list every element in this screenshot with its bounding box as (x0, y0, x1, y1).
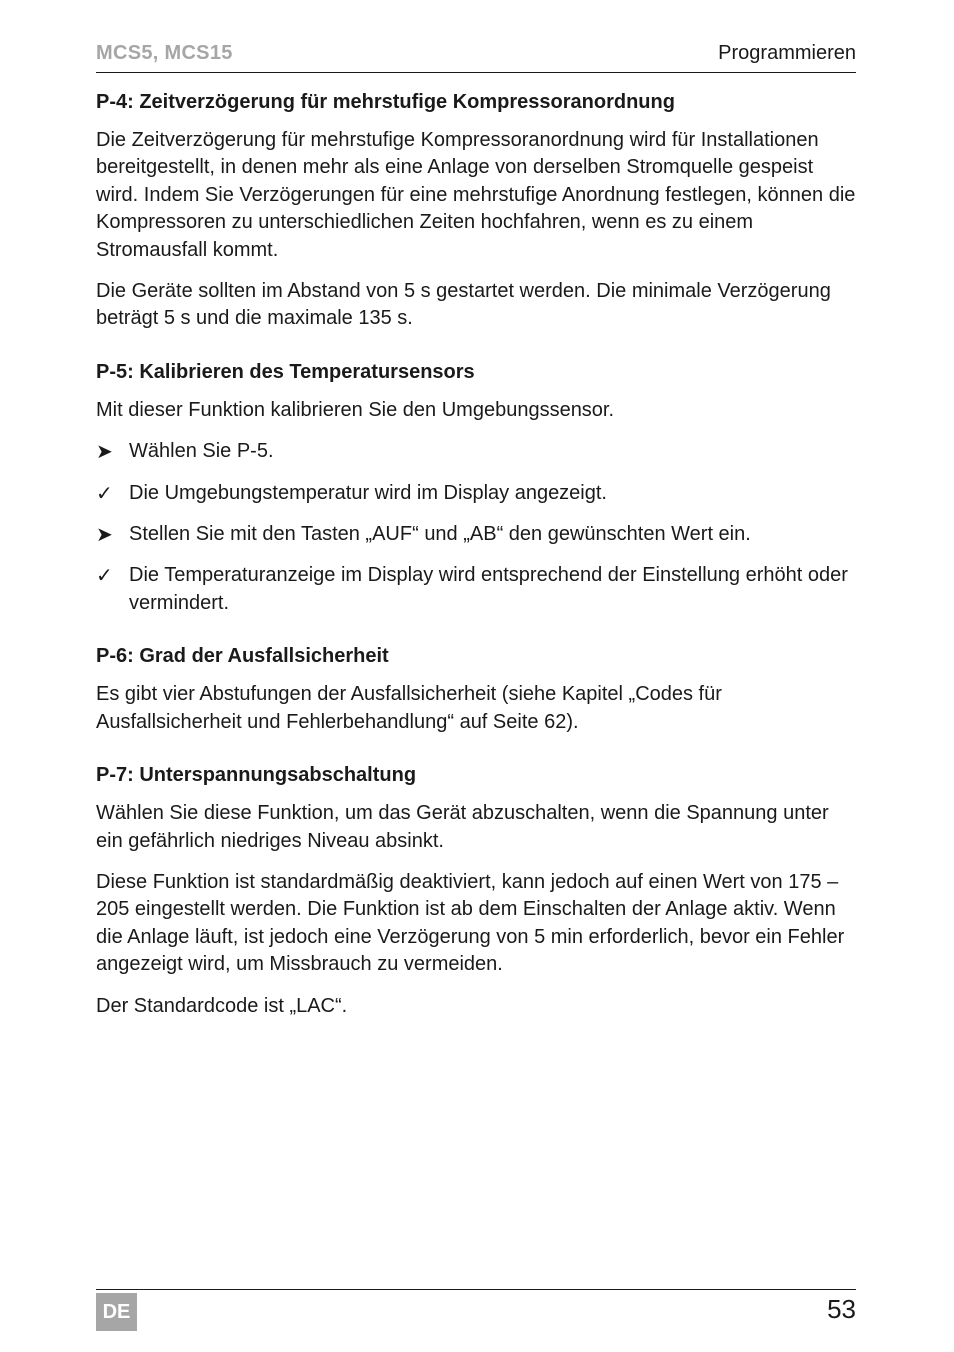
section-heading-p7: P-7: Unterspannungsabschaltung (96, 764, 417, 787)
step-item (96, 480, 856, 507)
paragraph: Die Geräte sollten im Abstand von 5 s gestartet werden. Die minimale Verzögerung beträgt 5 s und die maximale 135 s. (96, 280, 831, 330)
page-footer (96, 1289, 856, 1340)
action-arrow-icon: ➤ (96, 439, 113, 464)
section-heading-p4: P-4: Zeitverzögerung für mehrstufige Kompressoranordnung (96, 91, 675, 113)
step-item (96, 438, 856, 465)
paragraph: Die Zeitverzögerung für mehrstufige Kompressoranordnung wird für Installationen bereitgestellt, in denen mehr als eine Anlage von derselben Stromquelle gespeist wird. Indem Sie Verzögerungen für eine mehrstufige Anordnung festlegen, können die Kompressoren zu unterschiedlichen Zeiten hochfahren, wenn es zu einem Stromausfall kommt. (96, 129, 856, 261)
step-text: Die Umgebungstemperatur wird im Display angezeigt. (129, 481, 607, 504)
paragraph: Diese Funktion ist standardmäßig deaktiviert, kann jedoch auf einen Wert von 175 – 205 eingestellt werden. Die Funktion ist ab dem Einschalten der Anlage aktiv. Wenn die Anlage läuft, ist jedoch eine Verzögerung von 5 min erforderlich, bevor ein Fehler angezeigt wird, um Missbrauch zu vermeiden. (96, 870, 845, 976)
section-heading-p6: P-6: Grad der Ausfallsicherheit (96, 645, 389, 668)
checkmark-icon: ✓ (96, 480, 113, 505)
action-arrow-icon: ➤ (96, 522, 113, 547)
checkmark-icon: ✓ (96, 563, 113, 588)
step-item (96, 562, 856, 617)
step-item (96, 521, 856, 548)
section-heading-p5: P-5: Kalibrieren des Temperatursensors (96, 360, 475, 383)
page-header (96, 40, 856, 73)
step-text: Die Temperaturanzeige im Display wird entsprechend der Einstellung erhöht oder vermindert. (129, 564, 848, 614)
page-content (96, 86, 856, 1020)
language-badge: DE (96, 1293, 137, 1331)
step-text: Wählen Sie P-5. (129, 440, 274, 463)
paragraph: Es gibt vier Abstufungen der Ausfallsicherheit (siehe Kapitel „Codes für Ausfallsicherheit und Fehlerbehandlung“ auf Seite 62). (96, 683, 722, 733)
paragraph: Mit dieser Funktion kalibrieren Sie den Umgebungssensor. (96, 398, 615, 421)
step-text: Stellen Sie mit den Tasten „AUF“ und „AB“ den gewünschten Wert ein. (129, 523, 751, 546)
model-name: MCS5, MCS15 (96, 42, 233, 64)
paragraph: Wählen Sie diese Funktion, um das Gerät abzuschalten, wenn die Spannung unter ein gefährlich niedriges Niveau absinkt. (96, 802, 829, 852)
manual-page (96, 0, 856, 1352)
page-number: 53 (827, 1294, 856, 1324)
chapter-title: Programmieren (718, 42, 856, 64)
paragraph: Der Standardcode ist „LAC“. (96, 994, 348, 1017)
